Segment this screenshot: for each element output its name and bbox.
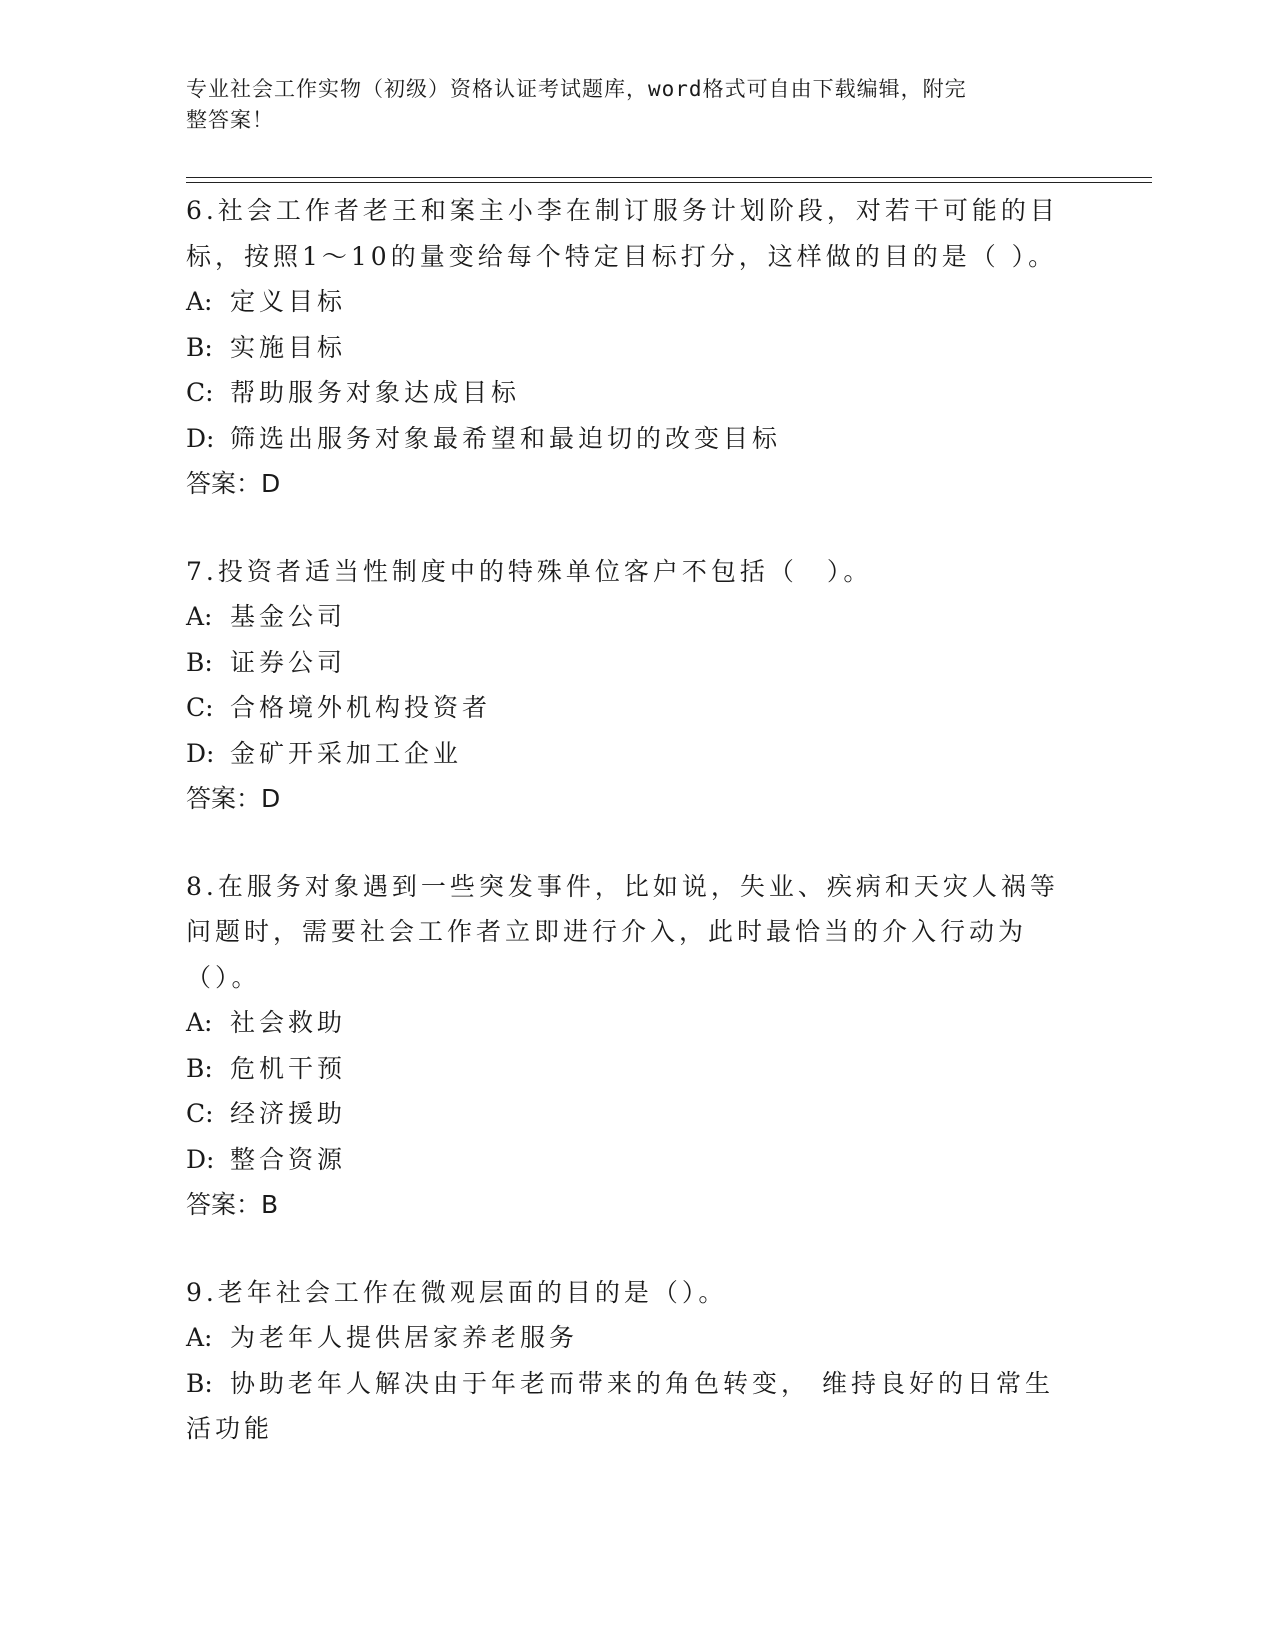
question-7 [186, 549, 1066, 822]
question-8 [186, 864, 1066, 1228]
option-text: 实施目标 [230, 332, 347, 362]
option-text: 整合资源 [230, 1144, 347, 1174]
option-label: A: [186, 1008, 213, 1037]
option-text: 定义目标 [230, 287, 347, 316]
answer-line: 答案：D [186, 469, 281, 498]
question-6 [186, 188, 1066, 507]
option-text: 协助老年人解决由于年老而带来的角色转变， 维持良好的日常生活功能 [186, 1368, 1054, 1443]
option-d [186, 731, 1066, 777]
question-stem: 8.在服务对象遇到一些突发事件，比如说，失业、疾病和天灾人祸等问题时，需要社会工作者立即进行介入，此时最恰当的介入行动为（）。 [186, 871, 1059, 992]
option-label: D: [186, 1144, 215, 1174]
option-b [186, 1361, 1066, 1452]
answer-line: 答案：D [186, 784, 281, 813]
question-stem: 7.投资者适当性制度中的特殊单位客户不包括（ ）。 [186, 556, 873, 586]
option-a [186, 1000, 1066, 1046]
header-line-1: 专业社会工作实物（初级）资格认证考试题库，word格式可自由下载编辑，附完 [186, 77, 967, 101]
option-text: 金矿开采加工企业 [230, 738, 463, 768]
question-stem: 9.老年社会工作在微观层面的目的是（）。 [186, 1277, 728, 1307]
option-label: A: [186, 287, 213, 316]
option-label: B: [186, 647, 213, 677]
option-label: A: [186, 602, 213, 631]
option-label: A: [186, 1323, 213, 1352]
document-header [186, 74, 1066, 136]
header-rule-top [186, 177, 1152, 178]
question-9 [186, 1270, 1066, 1452]
option-label: B: [186, 1368, 213, 1398]
answer-line: 答案：B [186, 1190, 279, 1219]
option-c [186, 370, 1066, 416]
option-b [186, 1046, 1066, 1092]
option-label: D: [186, 423, 215, 453]
question-list [186, 188, 1066, 1494]
option-text: 基金公司 [230, 602, 347, 631]
question-stem: 6.社会工作者老王和案主小李在制订服务计划阶段，对若干可能的目标，按照1～10的量变给每个特定目标打分，这样做的目的是（ ）。 [186, 196, 1059, 271]
option-b [186, 640, 1066, 686]
option-text: 筛选出服务对象最希望和最迫切的改变目标 [230, 423, 782, 453]
option-label: C: [186, 1099, 214, 1128]
option-text: 经济援助 [230, 1099, 347, 1128]
option-c [186, 685, 1066, 731]
option-c [186, 1091, 1066, 1137]
option-label: D: [186, 738, 215, 768]
option-text: 证券公司 [230, 647, 347, 677]
option-label: C: [186, 378, 214, 407]
option-label: B: [186, 1053, 213, 1083]
option-text: 合格境外机构投资者 [230, 693, 492, 722]
option-text: 帮助服务对象达成目标 [230, 378, 521, 407]
header-line-2: 整答案！ [186, 108, 274, 132]
option-label: C: [186, 693, 214, 722]
option-d [186, 1137, 1066, 1183]
option-text: 危机干预 [230, 1053, 347, 1083]
option-a [186, 1315, 1066, 1361]
option-text: 社会救助 [230, 1008, 347, 1037]
option-b [186, 325, 1066, 371]
option-d [186, 416, 1066, 462]
option-a [186, 279, 1066, 325]
option-a [186, 594, 1066, 640]
option-text: 为老年人提供居家养老服务 [230, 1323, 579, 1352]
header-rule-bottom [186, 182, 1152, 183]
option-label: B: [186, 332, 213, 362]
